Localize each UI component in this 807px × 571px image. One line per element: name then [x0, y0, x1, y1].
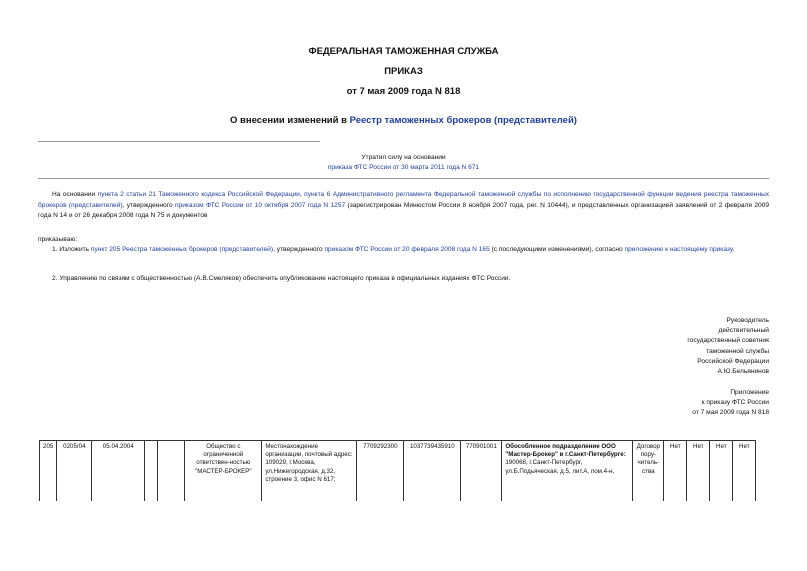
signature-line: действительный: [718, 327, 769, 335]
preamble-paragraph: [38, 190, 769, 222]
status-note: Утратил силу на основании: [361, 154, 446, 161]
preamble-text: (зарегистрирован Минюстом России 8 ноября 2007 года, рег. N 10444), и представленных организацией заявлений от 2 февраля 2009 года N 14 и от 26 декабря 2008 года N 75 и документов: [38, 201, 769, 220]
cell-inn: 7709292300: [357, 441, 404, 502]
cell-address: Местонахождение организации, почтовый адрес: 109029, г.Москва, ул.Нижегородская, д.32, строение 3, офис N 617;: [262, 441, 357, 502]
signature-line: таможенной службы: [706, 347, 769, 355]
agency-name: ФЕДЕРАЛЬНАЯ ТАМОЖЕННАЯ СЛУЖБА: [308, 46, 499, 57]
link-point-205[interactable]: пункт 205 Реестра таможенных брокеров (представителей): [90, 246, 274, 253]
link-order-1257[interactable]: приказом ФТС России от 10 октября 2007 года N 1257: [174, 201, 346, 209]
document-type: ПРИКАЗ: [384, 66, 423, 77]
cell-reg-no: 0205/04: [57, 441, 92, 502]
separator-long: [38, 178, 769, 179]
registry-table: [39, 440, 756, 501]
cell-flag: Нет: [710, 441, 733, 502]
branch-title: Обособленное подразделение ООО "Мастер-Брокер" в г.Санкт-Петербурге:: [505, 443, 626, 459]
item-1: [38, 245, 769, 256]
signature-block: [687, 316, 769, 377]
cell-flag: Нет: [664, 441, 687, 502]
table-row: [40, 441, 756, 502]
branch-address: 190068, г.Санкт-Петербург, ул.Б.Подьяческая, д.5, лит.А, пом.4-н,: [505, 459, 615, 475]
order-word: приказываю:: [38, 236, 78, 243]
signature-line: Российской Федерации: [697, 357, 769, 365]
link-order-165[interactable]: приказом ФТС России от 20 февраля 2008 года N 165: [324, 246, 490, 253]
link-customs-code[interactable]: пункта 2 статьи 21 Таможенного кодекса Российской Федерации: [97, 191, 300, 198]
cell-flag: Нет: [733, 441, 756, 502]
cell-empty: [158, 441, 185, 502]
appendix-line: к приказу ФТС России: [701, 399, 769, 407]
cell-empty: [145, 441, 158, 502]
appendix-line: от 7 мая 2009 года N 818: [692, 409, 769, 417]
document-title: [0, 115, 807, 126]
cell-agreement: Договор пору-читель-ства: [633, 441, 664, 502]
cell-number: 205: [40, 441, 57, 502]
cell-branch: [502, 441, 633, 502]
title-prefix: О внесении изменений в: [230, 115, 350, 126]
cell-flag: Нет: [687, 441, 710, 502]
preamble-text: ,: [299, 191, 305, 198]
signature-line: государственный советник: [687, 337, 769, 345]
link-admin-regulation[interactable]: пункта 6 Административного регламента Федеральной таможенной службы по исполнению государственной функции ведения реестра таможенных брокеров (представителей): [38, 191, 769, 209]
signature-name: А.Ю.Бельянинов: [717, 368, 769, 376]
item1-text: .: [732, 246, 735, 253]
item1-text: (с последующими изменениями), согласно: [489, 246, 625, 253]
signature-line: Руководитель: [726, 317, 769, 324]
preamble-text: , утвержденного: [122, 201, 175, 209]
separator-short: [38, 141, 320, 142]
cell-kpp: 770901001: [461, 441, 502, 502]
item-2: 2. Управлению по связям с общественностью (А.В.Смеляков) обеспечить опубликование настоящего приказа в официальных изданиях ФТС России.: [52, 275, 511, 282]
cell-date: 05.04.2004: [92, 441, 145, 502]
preamble-text: На основании: [52, 191, 98, 198]
item1-text: 1. Изложить: [52, 246, 91, 253]
status-link[interactable]: приказа ФТС России от 30 марта 2011 года N 671: [327, 164, 480, 171]
title-link[interactable]: Реестр таможенных брокеров (представителей): [349, 115, 577, 126]
appendix-block: [692, 388, 769, 419]
appendix-line: Приложение: [730, 389, 769, 396]
link-appendix[interactable]: приложению к настоящему приказу: [624, 246, 733, 253]
cell-org-name: Общество с ограниченной ответствен-ностью "МАСТЕР-БРОКЕР": [185, 441, 262, 502]
document-date: от 7 мая 2009 года N 818: [346, 86, 461, 97]
cell-ogrn: 1037739435910: [404, 441, 461, 502]
item1-text: , утвержденного: [273, 246, 325, 253]
